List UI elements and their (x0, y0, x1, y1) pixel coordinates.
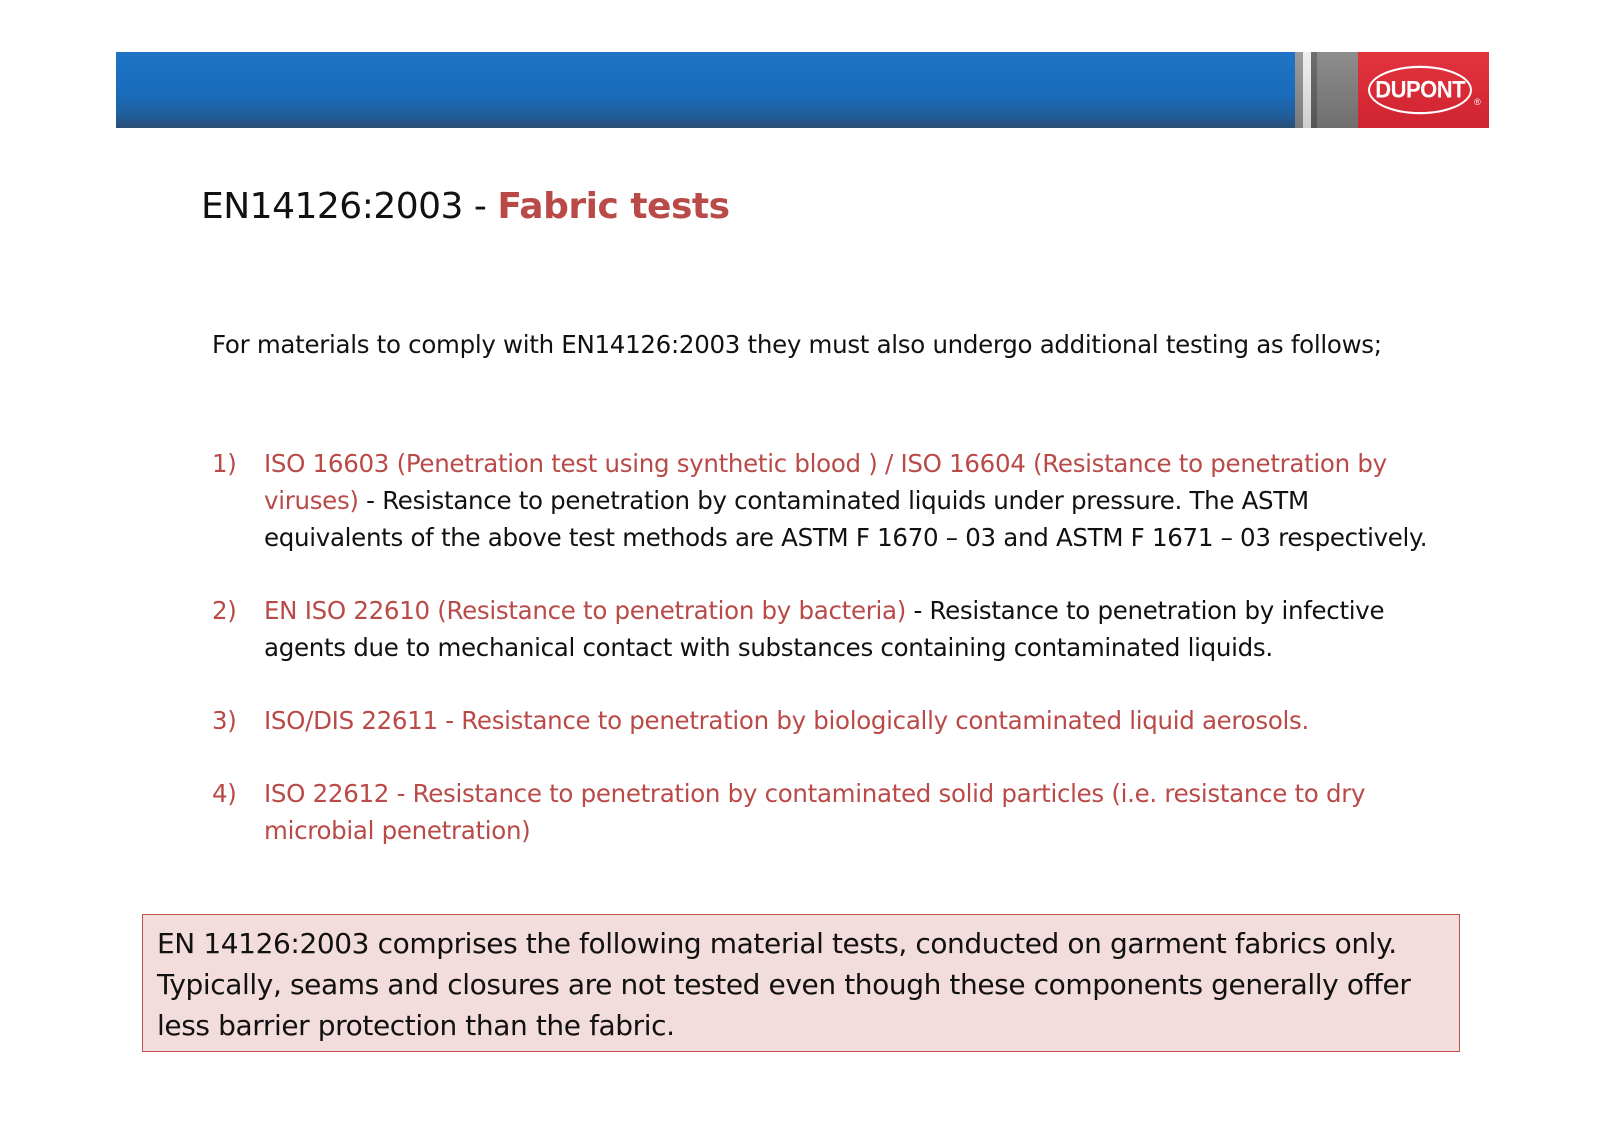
banner-stripe (1295, 52, 1303, 128)
logo-text: DUPONT (1375, 75, 1466, 104)
title-prefix: EN14126:2003 - (201, 186, 498, 227)
title-highlight: Fabric tests (497, 186, 730, 227)
list-item-standard: ISO 22612 - Resistance to penetration by contaminated solid particles (i.e. resistance to dry microbial penetration) (264, 779, 1366, 845)
banner-stripe (1303, 52, 1311, 128)
list-item (212, 445, 1442, 556)
list-item-description: - Resistance to penetration by contaminated liquids under pressure. The ASTM equivalents of the above test methods are ASTM F 1670 – 03 and ASTM F 1671 – 03 respectively. (264, 486, 1428, 552)
header-banner (116, 52, 1489, 128)
note-text: EN 14126:2003 comprises the following material tests, conducted on garment fabrics only. Typically, seams and closures are not tested even though these components generally offer less barrier protection than the fabric. (157, 927, 1411, 1042)
list-item-standard: ISO/DIS 22611 - Resistance to penetration by biologically contaminated liquid aerosols. (264, 706, 1309, 735)
list-item-number: 3) (212, 706, 237, 735)
list-item-standard: ISO 16603 (Penetration test using synthetic blood ) / ISO 16604 (Resistance to penetration by viruses) (264, 449, 1387, 515)
banner-stripe (1317, 52, 1358, 128)
intro-text: For materials to comply with EN14126:2003 they must also undergo additional testing as follows; (212, 330, 1382, 359)
note-box (142, 914, 1460, 1052)
banner-blue-bar (116, 52, 1295, 128)
list-item-number: 2) (212, 596, 237, 625)
list-item-description: - Resistance to penetration by infective agents due to mechanical contact with substances containing contaminated liquids. (264, 596, 1385, 662)
list-item (212, 702, 1442, 739)
list-item (212, 775, 1442, 849)
logo-registered-mark: ® (1474, 97, 1481, 107)
list-item-number: 1) (212, 449, 237, 478)
banner-stripes (1295, 52, 1358, 128)
list-item-standard: EN ISO 22610 (Resistance to penetration by bacteria) (264, 596, 906, 625)
page-title (201, 186, 730, 227)
logo-oval (1368, 66, 1472, 114)
test-list (212, 445, 1442, 885)
list-item-number: 4) (212, 779, 237, 808)
list-item (212, 592, 1442, 666)
dupont-logo (1358, 52, 1489, 128)
